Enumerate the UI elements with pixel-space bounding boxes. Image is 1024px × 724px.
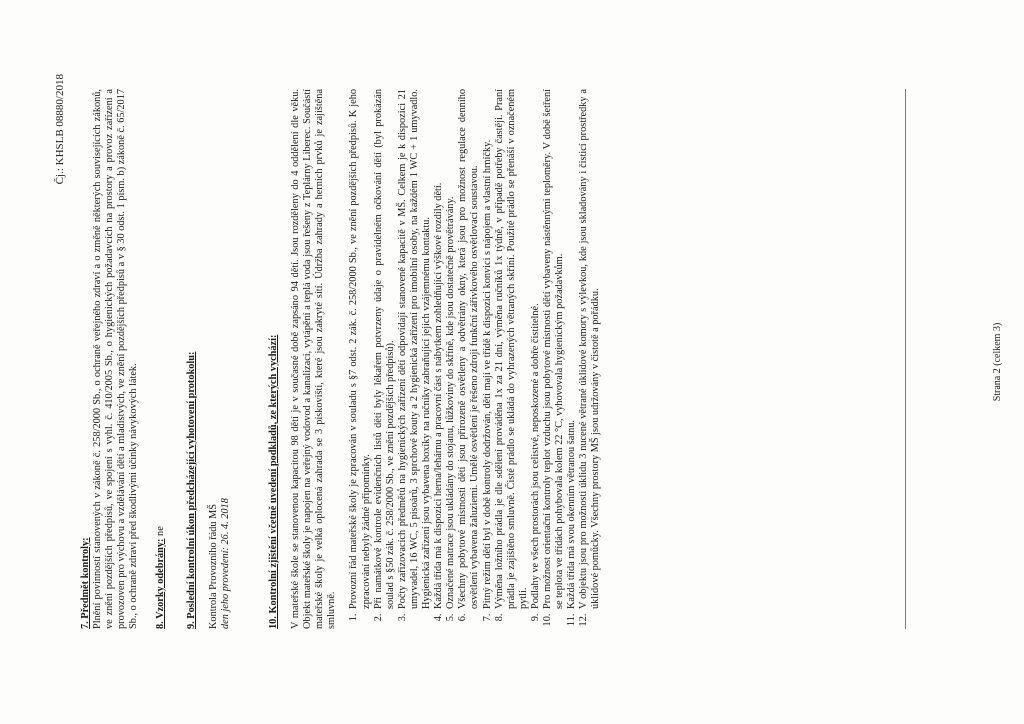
section-9-title: 9. Poslední kontrolní úkon předcházející vyhotovení protokolu:: [186, 351, 197, 629]
list-item: 5. Označené matrace jsou ukládány do stojanu, lůžkoviny do skříně, kde jsou dostatečně provětrávány.: [445, 89, 457, 611]
section-10-intro: V mateřské škole se stanovenou kapacitou 98 dětí je v současné době zapsáno 94 dětí. Jsou rozděleny do 4 oddělení dle věku. Objekt mateřské školy je napojen na veřejný vodovod a kanalizaci, vytápění a teplá voda jsou řešeny z Teplárny Liberec. Součástí mateřské školy je velká oplocená zahrada se 3 pískovišti, které jsou zakryté sítí. Údržba zahrady a herních prvků je zajištěna smluvně.: [290, 89, 338, 629]
page-footer: Strana 2 (celkem 3): [992, 322, 1003, 402]
footer-rule: [905, 89, 906, 629]
list-item: 8. Výměna ložního prádla je dle sdělení prováděna 1x za 21 dní, výměna ručníků 1x týdně, v případě potřeby častěji. Praní prádla je zajištěno smluvně. Čisté prádlo se ukládá do vyhrazených větraných skříní. Použité prádlo se přenáší v označeném pytli.: [494, 89, 530, 611]
list-item: 7. Pitný režim dětí byl v době kontroly dodržován, děti mají ve třídě k dispozici konvici s nápojem a vlastní hrníčky.: [482, 89, 494, 611]
list-item: 6. Všechny pobytové místnosti dětí jsou přirozeně osvětleny a odvětrány okny, která jsou pro možnost regulace denního osvětlení vybavena žaluziemi. Umělé osvětlení je řešeno zdroji funkční zářivkového osvětlovací soustavou.: [457, 89, 481, 611]
list-item: 12. V objektu jsou pro možnosti úklidu 3 nucené větrané úklidové komory s výlevkou, kde jsou skladovány i čisticí prostředky a úklidové pomůcky. Všechny prostory MŠ jsou udržovány v čistotě a pořádku.: [578, 89, 602, 611]
section-9: [186, 89, 232, 629]
section-7: [80, 89, 140, 629]
section-7-text: Plnění povinností stanovených v zákoně č. 258/2000 Sb., o ochraně veřejného zdraví a o změně některých souvisejících zákonů, ve znění pozdějších předpisů, ve spojení s vyhl. č. 410/2005 Sb., o hygienických požadavcích na prostory a provoz zařízení a provozoven pro výchovu a vzdělávání dětí a mladistvých, ve znění pozdějších předpisů a v § 30 odst. 1 písm. b) zákoně č. 65/2017 Sb., o ochraně zdraví před škodlivými účinky návykových látek.: [92, 89, 140, 629]
list-item: 10. Pro možnost orientační kontroly teplot vzduchu jsou pobytové místnosti dětí vybaveny nástěnnými teploměry. V době šetření se teplota ve třídách pohybovala kolem 22 °C, vyhovovala hygienickým požadavkům.: [542, 89, 566, 611]
section-9-line2: den jeho provedení: 26. 4. 2018: [220, 498, 232, 629]
section-7-title: 7. Předmět kontroly:: [80, 537, 91, 629]
document-reference: Čj.: KHSLB 08880/2018: [54, 74, 66, 185]
section-8-value: ne: [155, 526, 166, 536]
list-item: 1. Provozní řád mateřské školy je zpracován v souladu s §7 odst. 2 zák. č. 258/2000 Sb., ve znění pozdějších předpisů. K jeho zpracování nebyly žádné připomínky.: [348, 89, 372, 611]
section-9-line1: Kontrola Provozního řádu MŠ: [208, 504, 220, 629]
section-8-title: 8. Vzorky odebrány:: [155, 538, 166, 629]
list-item: 9. Podlahy ve všech prostorách jsou celistvé, neposkozené a dobře čistitelné.: [530, 89, 542, 611]
list-item: 3. Počty zařizovacích předmětů na hygienických zařízení dětí odpovídají stanovené kapacitě v MŠ. Celkem je k dispozici 21 umyvadel, 16 WC, 5 pisoárů, 3 sprchové kouty a 2 hygienická zařízení pro imobilní osoby, na každém 1 WC + 1 umyvadlo. Hygienická zařízení jsou vybavena boxíky na ručníky zabraňující jejich vzájemnému kontaktu.: [397, 89, 433, 611]
section-10: [268, 89, 602, 629]
findings-list: [348, 89, 602, 629]
list-item: 2. Při namátkové kontrole evidenčních listů dětí byly lékařem potvrzeny údaje o pravidelném očkování dětí (byl prokázán soulad s §50 zák. č. 258/2000 Sb., ve znění pozdějších předpisů).: [373, 89, 397, 611]
list-item: 4. Každá třída má k dispozici herna/lehárnu a pracovní část s nábytkem zohledňující výškové rozdíly dětí.: [433, 89, 445, 611]
list-item: 11. Každá třída má svou okenním větranou šatnu.: [566, 89, 578, 611]
section-10-title: 10. Kontrolní zjištění včetně uvedení podkladů, ze kterých vychází:: [268, 334, 279, 629]
section-8: [155, 89, 167, 629]
